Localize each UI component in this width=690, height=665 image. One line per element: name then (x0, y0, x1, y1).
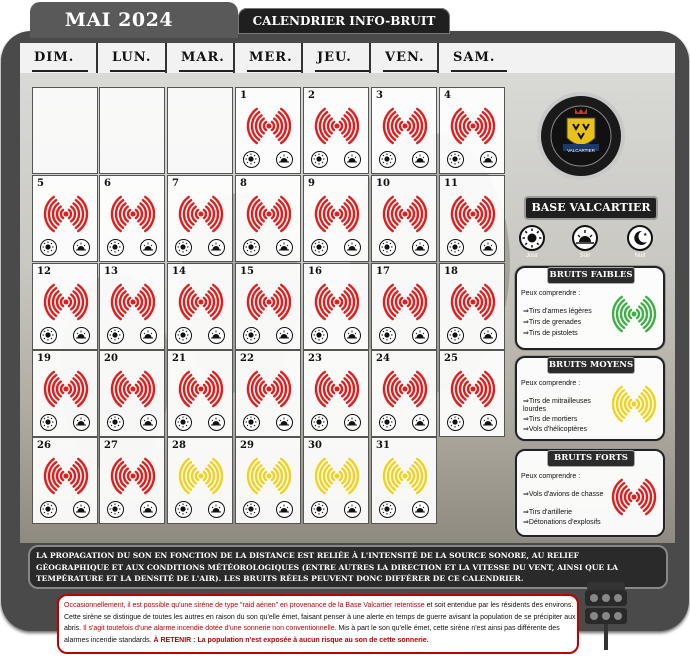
calendar-day-cell[interactable] (371, 263, 437, 350)
sunset-icon (344, 414, 361, 431)
calendar-subtitle: CALENDRIER INFO-BRUIT (252, 14, 436, 28)
calendar-day-cell[interactable] (167, 437, 233, 524)
empty-day-cell (167, 87, 233, 174)
calendar-day-cell[interactable] (32, 350, 98, 437)
high-noise-wave-icon (446, 367, 500, 411)
day-number: 16 (308, 266, 322, 277)
sunset-icon (480, 414, 497, 431)
high-noise-wave-icon (106, 367, 160, 411)
sunset-icon (208, 327, 225, 344)
sun-icon (107, 327, 124, 344)
sun-icon (519, 225, 545, 251)
empty-day-cell (32, 87, 98, 174)
day-number: 18 (444, 266, 458, 277)
calendar-day-cell[interactable] (99, 263, 165, 350)
sun-icon (175, 327, 192, 344)
sun-icon (379, 501, 396, 518)
noise-item: ⇒Vols d'avions de chasse (523, 491, 604, 498)
weekday-underline (247, 70, 303, 72)
sun-icon (379, 327, 396, 344)
noise-intro-faibles: Peux comprendre : (521, 290, 581, 297)
sunset-icon (276, 151, 293, 168)
sun-icon (40, 414, 57, 431)
weekday-separator (369, 43, 371, 73)
medium-noise-wave-icon (174, 454, 228, 498)
sunset-icon (73, 239, 90, 256)
high-noise-wave-icon (378, 280, 432, 324)
day-number: 1 (240, 90, 247, 101)
weekday-underline (179, 70, 235, 72)
day-number: 23 (308, 353, 322, 364)
sunset-icon (73, 501, 90, 518)
weekday-label: SAM. (453, 50, 496, 65)
calendar-day-cell[interactable] (371, 87, 437, 174)
high-noise-wave-icon (39, 192, 93, 236)
crest-text: VALCARTIER (567, 148, 595, 153)
sun-icon (175, 239, 192, 256)
high-noise-wave-icon (174, 280, 228, 324)
weekday-separator (233, 43, 235, 73)
siren-icon (582, 580, 632, 650)
calendar-day-cell[interactable] (167, 263, 233, 350)
day-number: 14 (172, 266, 186, 277)
sunset-icon (208, 414, 225, 431)
high-noise-wave-icon (106, 192, 160, 236)
sound-propagation-text: LA PROPAGATION DU SON EN FONCTION DE LA DISTANCE EST RELIÉE À L'INTENSITÉ DE LA SOURCE SONORE, AU RELIEF GÉOGRAPHIQUE ET AUX CONDITIONS MÉTÉOROLOGIQUES (ENTRE AUTRES LA DIRECTION ET LA VITESSE DU VENT, AINSI QUE LA TEMPÉRATURE ET LA DENSITÉ DE L'AIR). LES BRUITS RÉELS PEUVENT DONC DIFFÉRER DE CE CALENDRIER. (36, 551, 619, 583)
sun-icon (447, 414, 464, 431)
high-noise-wave-icon (39, 280, 93, 324)
sunset-icon (412, 414, 429, 431)
high-noise-wave-icon (310, 104, 364, 148)
sun-icon (311, 327, 328, 344)
legend-day-label: Jour (526, 253, 538, 259)
calendar-day-cell[interactable] (371, 437, 437, 524)
sunset-icon (276, 414, 293, 431)
day-number: 12 (37, 266, 51, 277)
calendar-day-cell[interactable] (235, 87, 301, 174)
month-title: MAI 2024 (64, 9, 174, 31)
noise-title-forts: BRUITS FORTS (547, 450, 635, 467)
sunset-icon (344, 327, 361, 344)
day-number: 17 (376, 266, 390, 277)
noise-item: ⇒Tirs de grenades (523, 319, 582, 326)
medium-noise-wave-icon (378, 454, 432, 498)
calendar-day-cell[interactable] (235, 437, 301, 524)
calendar-day-cell[interactable] (99, 175, 165, 262)
weekday-underline (383, 70, 439, 72)
weekday-separator (437, 43, 439, 73)
sun-icon (243, 327, 260, 344)
high-noise-wave-icon (310, 367, 364, 411)
high-noise-wave-icon (446, 192, 500, 236)
high-noise-wave-icon (446, 280, 500, 324)
sunset-icon (480, 327, 497, 344)
sun-icon (40, 327, 57, 344)
moon-icon (627, 225, 653, 251)
legend-night-label: Nuit (634, 253, 646, 259)
legend-evening-label: Soir (579, 253, 591, 259)
base-crest-logo (537, 92, 625, 180)
sun-icon (243, 151, 260, 168)
sun-icon (311, 151, 328, 168)
high-noise-wave-icon (106, 454, 160, 498)
day-number: 10 (376, 178, 390, 189)
high-noise-wave-icon (378, 104, 432, 148)
day-number: 29 (240, 440, 254, 451)
noise-item: ⇒Tirs de mitrailleuses lourdes (523, 398, 591, 413)
day-number: 21 (172, 353, 186, 364)
weekday-label: VEN. (385, 50, 425, 65)
weekday-label: JEU. (317, 50, 352, 65)
calendar-day-cell[interactable] (439, 350, 505, 437)
sunset-icon (412, 151, 429, 168)
day-number: 9 (308, 178, 315, 189)
noise-item: ⇒Tirs de pistolets (523, 330, 578, 337)
high-noise-wave-icon (242, 192, 296, 236)
medium-noise-wave-icon (242, 454, 296, 498)
day-number: 7 (172, 178, 179, 189)
sun-icon (311, 414, 328, 431)
day-number: 22 (240, 353, 254, 364)
sunset-icon (208, 239, 225, 256)
high-noise-wave-icon (607, 477, 661, 517)
weekday-separator (165, 43, 167, 73)
sunset-icon (73, 414, 90, 431)
high-noise-wave-icon (39, 454, 93, 498)
day-number: 25 (444, 353, 458, 364)
day-number: 5 (37, 178, 44, 189)
noise-box-forts (515, 449, 665, 537)
sunset-icon (208, 501, 225, 518)
calendar-day-cell[interactable] (439, 87, 505, 174)
sunset-icon (140, 327, 157, 344)
day-number: 13 (104, 266, 118, 277)
sun-icon (107, 501, 124, 518)
calendar-day-cell[interactable] (32, 263, 98, 350)
weekday-underline (451, 70, 507, 72)
sunset-icon (572, 225, 598, 251)
empty-day-cell (99, 87, 165, 174)
calendar-day-cell[interactable] (167, 350, 233, 437)
calendar-day-cell[interactable] (303, 350, 369, 437)
weekday-separator (96, 43, 98, 73)
day-number: 27 (104, 440, 118, 451)
calendar-day-cell[interactable] (303, 437, 369, 524)
noise-intro-moyens: Peux comprendre : (521, 380, 581, 387)
noise-box-moyens (515, 356, 665, 441)
sun-icon (40, 239, 57, 256)
high-noise-wave-icon (174, 367, 228, 411)
day-number: 6 (104, 178, 111, 189)
noise-item: ⇒Détonations d'explosifs (523, 519, 601, 526)
day-number: 26 (37, 440, 51, 451)
sunset-icon (344, 151, 361, 168)
noise-box-faibles (515, 266, 665, 350)
sun-icon (379, 151, 396, 168)
high-noise-wave-icon (39, 367, 93, 411)
sunset-icon (73, 327, 90, 344)
high-noise-wave-icon (242, 367, 296, 411)
noise-item: ⇒Vols d'hélicoptères (523, 426, 588, 433)
sun-icon (107, 239, 124, 256)
calendar-day-cell[interactable] (235, 263, 301, 350)
sunset-icon (276, 327, 293, 344)
sun-icon (243, 501, 260, 518)
noise-title-faibles: BRUITS FAIBLES (547, 267, 635, 284)
sunset-icon (412, 327, 429, 344)
weekday-separator (301, 43, 303, 73)
calendar-day-cell[interactable] (439, 263, 505, 350)
calendar-day-cell[interactable] (371, 350, 437, 437)
calendar-day-cell[interactable] (235, 350, 301, 437)
calendar-day-cell[interactable] (99, 437, 165, 524)
day-number: 19 (37, 353, 51, 364)
sun-icon (447, 239, 464, 256)
noise-item: ⇒Tirs de mortiers (523, 416, 578, 423)
calendar-day-cell[interactable] (32, 175, 98, 262)
calendar-day-cell[interactable] (371, 175, 437, 262)
sunset-icon (412, 501, 429, 518)
day-number: 15 (240, 266, 254, 277)
sun-icon (243, 239, 260, 256)
siren-note-text: Occasionnellement, il est possible qu'une sirène de type "raid aérien" en provenance de la Base Valcartier retentisse et soit entendue par les résidents des environs. Cette sirène se distingue de toutes les autres en raison du son qu'elle émet, faisant penser à une alerte en temps de guerre avisant la population de se précipiter aux abris. Il s'agit toutefois d'une alarme incendie dotée d'une sonnerie non conventionnelle. Mis à part le son qu'elle émet, cette sirène n'est ainsi pas différente des alarmes incendie standards. À RETENIR : La population n'est exposée à aucun risque au son de cette sonnerie. (64, 602, 576, 644)
day-number: 8 (240, 178, 247, 189)
sun-icon (175, 501, 192, 518)
noise-item: ⇒Tirs d'artillerie (523, 509, 572, 516)
sun-icon (311, 239, 328, 256)
low-noise-wave-icon (607, 294, 661, 334)
high-noise-wave-icon (378, 192, 432, 236)
calendar-day-cell[interactable] (235, 175, 301, 262)
day-number: 11 (444, 178, 458, 189)
weekday-label: DIM. (34, 50, 75, 65)
sun-icon (243, 414, 260, 431)
sun-icon (40, 501, 57, 518)
high-noise-wave-icon (106, 280, 160, 324)
day-number: 20 (104, 353, 118, 364)
weekday-label: LUN. (112, 50, 152, 65)
day-number: 2 (308, 90, 315, 101)
day-number: 24 (376, 353, 390, 364)
noise-item: ⇒Tirs d'armes légères (523, 308, 592, 315)
sunset-icon (412, 239, 429, 256)
noise-title-moyens: BRUITS MOYENS (547, 357, 635, 374)
sunset-icon (344, 501, 361, 518)
sunset-icon (276, 501, 293, 518)
high-noise-wave-icon (310, 280, 364, 324)
weekday-underline (110, 70, 166, 72)
calendar-day-cell[interactable] (167, 175, 233, 262)
high-noise-wave-icon (378, 367, 432, 411)
sunset-icon (140, 239, 157, 256)
sunset-icon (140, 414, 157, 431)
sun-icon (379, 239, 396, 256)
calendar-day-cell[interactable] (303, 87, 369, 174)
weekday-underline (315, 70, 371, 72)
medium-noise-wave-icon (607, 384, 661, 424)
high-noise-wave-icon (310, 192, 364, 236)
weekday-underline (32, 70, 88, 72)
high-noise-wave-icon (446, 104, 500, 148)
day-number: 3 (376, 90, 383, 101)
sunset-icon (480, 151, 497, 168)
sun-icon (175, 414, 192, 431)
high-noise-wave-icon (242, 280, 296, 324)
sunset-icon (276, 239, 293, 256)
calendar-day-cell[interactable] (303, 175, 369, 262)
day-number: 4 (444, 90, 451, 101)
sun-icon (311, 501, 328, 518)
sunset-icon (344, 239, 361, 256)
high-noise-wave-icon (174, 192, 228, 236)
sunset-icon (140, 501, 157, 518)
calendar-day-cell[interactable] (99, 350, 165, 437)
sunset-icon (480, 239, 497, 256)
svg-text:★: ★ (643, 232, 648, 238)
calendar-day-cell[interactable] (32, 437, 98, 524)
day-number: 28 (172, 440, 186, 451)
day-number: 30 (308, 440, 322, 451)
sun-icon (107, 414, 124, 431)
base-name-label: BASE VALCARTIER (524, 196, 658, 220)
sun-icon (447, 327, 464, 344)
sun-icon (447, 151, 464, 168)
sun-icon (379, 414, 396, 431)
weekday-label: MER. (249, 50, 293, 65)
weekday-label: MAR. (181, 50, 225, 65)
day-number: 31 (376, 440, 390, 451)
calendar-day-cell[interactable] (303, 263, 369, 350)
noise-intro-forts: Peux comprendre : (521, 473, 581, 480)
high-noise-wave-icon (242, 104, 296, 148)
medium-noise-wave-icon (310, 454, 364, 498)
calendar-day-cell[interactable] (439, 175, 505, 262)
